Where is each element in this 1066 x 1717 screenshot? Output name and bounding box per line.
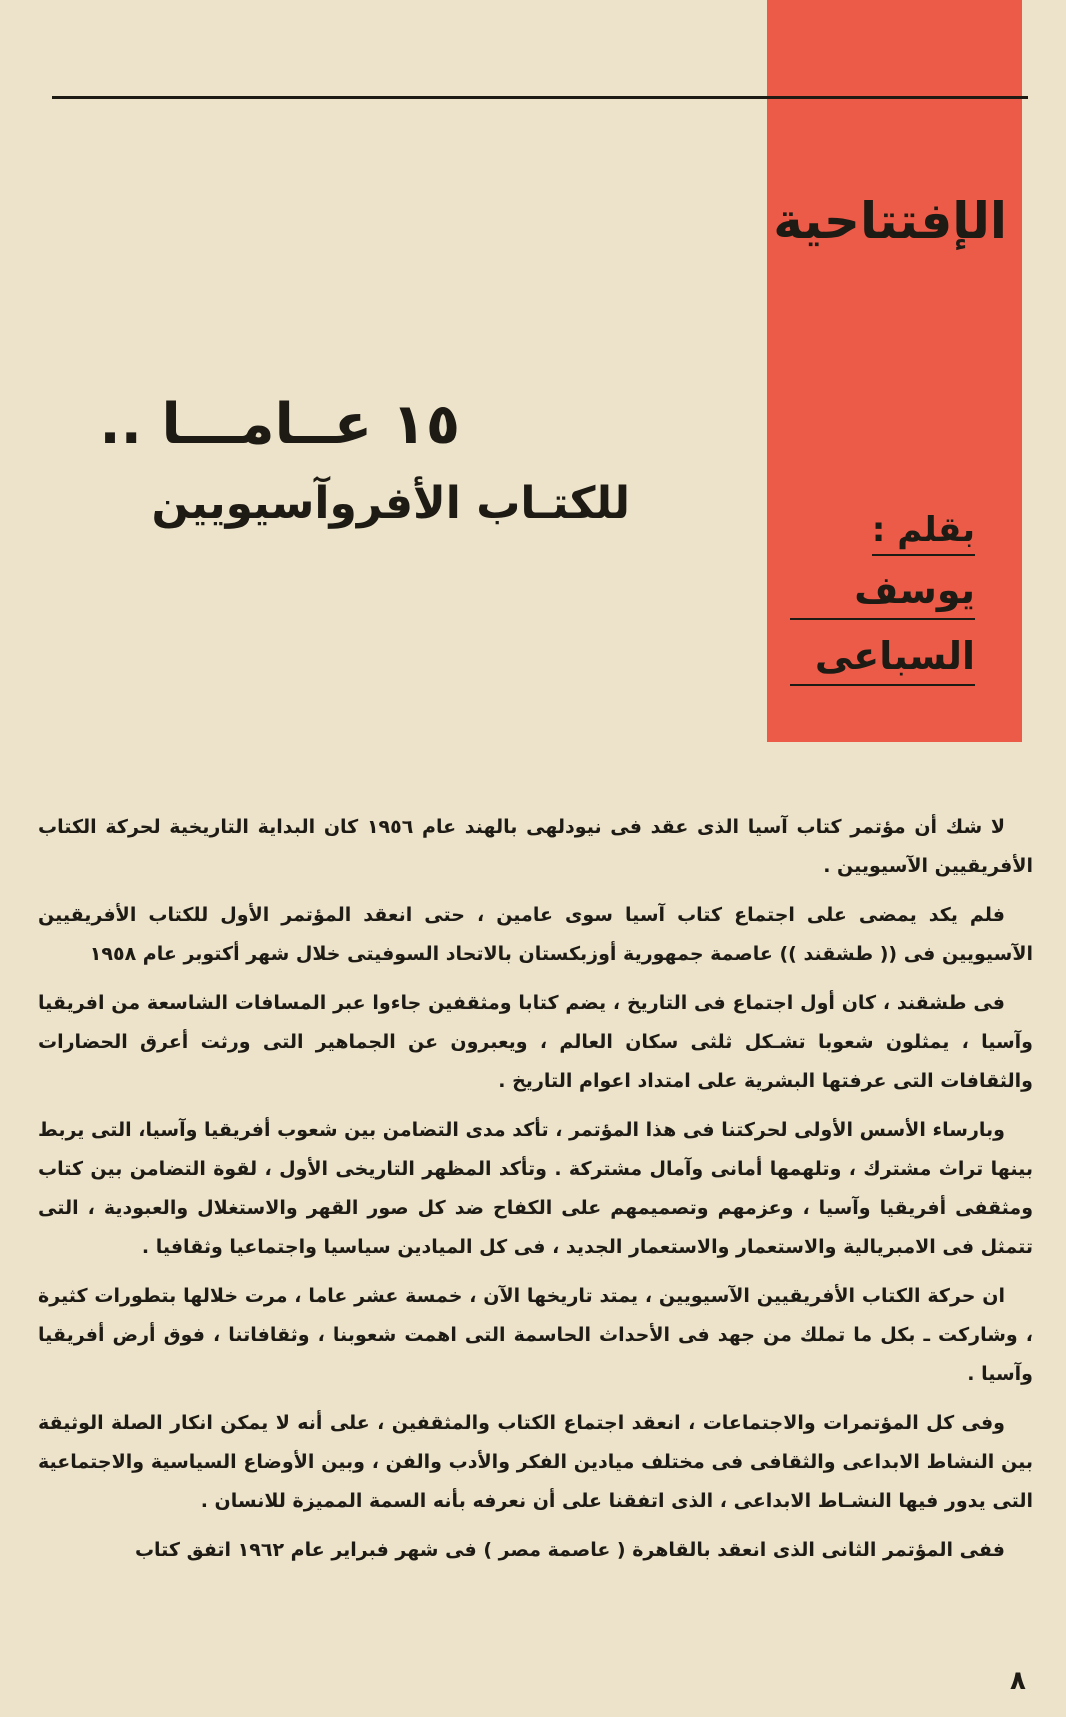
author-first-name: يوسف bbox=[790, 562, 975, 620]
paragraph: ان حركة الكتاب الأفريقيين الآسيويين ، يمتد تاريخها الآن ، خمسة عشر عاما ، مرت خلالها بتطورات كثيرة ، وشاركت ـ بكل ما تملك من جهد فى الأحداث الحاسمة التى اهمت شعوبنا ، وثقافاتنا ، فوق أرض أفريقيا وآسيا . bbox=[38, 1285, 1033, 1385]
article-title-line2: للكتـاب الأفروآسيويين bbox=[151, 478, 630, 529]
paragraph: فلم يكد يمضى على اجتماع كتاب آسيا سوى عامين ، حتى انعقد المؤتمر الأول للكتاب الأفريقيين الآسيويين فى (( طشقند )) عاصمة جمهورية أوزبكستان بالاتحاد السوفيتى خلال شهر أكتوبر عام ١٩٥٨ bbox=[38, 904, 1033, 965]
paragraph: فى طشقند ، كان أول اجتماع فى التاريخ ، يضم كتابا ومثقفين جاءوا عبر المسافات الشاسعة من افريقيا وآسيا ، يمثلون شعوبا تشـكل ثلثى سكان العالم ، ويعبرون عن الجماهير التى ورثت أعرق الحضارات والثقافات التى عرفتها البشرية على امتداد اعوام التاريخ . bbox=[38, 992, 1033, 1092]
byline-prefix: بقلم : bbox=[872, 508, 975, 556]
byline bbox=[790, 508, 975, 686]
paragraph: ففى المؤتمر الثانى الذى انعقد بالقاهرة ( عاصمة مصر ) فى شهر فبراير عام ١٩٦٢ اتفق كتاب bbox=[134, 1539, 1005, 1561]
paragraph: وفى كل المؤتمرات والاجتماعات ، انعقد اجتماع الكتاب والمثقفين ، على أنه لا يمكن انكار الصلة الوثيقة بين النشاط الابداعى والثقافى فى مختلف ميادين الفكر والأدب والفن ، وبين الأوضاع السياسية والاجتماعية التى يدور فيها النشـاط الابداعى ، الذى اتفقنا على أن نعرفه بأنه السمة المميزة للانسان . bbox=[38, 1412, 1033, 1512]
article-title-line1: ١٥ عــامـــا .. bbox=[99, 392, 460, 457]
page-number: ٨ bbox=[1010, 1666, 1026, 1696]
article-body bbox=[38, 808, 1033, 1580]
paragraph: وبارساء الأسس الأولى لحركتنا فى هذا المؤتمر ، تأكد مدى التضامن بين شعوب أفريقيا وآسيا، التى يربط بينها تراث مشترك ، وتلهمها أمانى وآمال مشتركة . وتأكد المظهر التاريخى الأول ، لقوة التضامن بين كتاب ومثقفى أفريقيا وآسيا ، وعزمهم وتصميمهم على الكفاح ضد كل صور القهر والاستغلال والعبودية ، التى تتمثل فى الامبريالية والاستعمار والاستعمار الجديد ، فى كل الميادين سياسيا واجتماعيا وثقافيا . bbox=[38, 1119, 1033, 1258]
top-divider bbox=[52, 96, 1028, 99]
section-label: الإفتتاحية bbox=[773, 192, 1007, 250]
paragraph: لا شك أن مؤتمر كتاب آسيا الذى عقد فى نيودلهى بالهند عام ١٩٥٦ كان البداية التاريخية لحركة الكتاب الأفريقيين الآسيويين . bbox=[38, 816, 1033, 877]
author-last-name: السباعى bbox=[790, 628, 975, 686]
